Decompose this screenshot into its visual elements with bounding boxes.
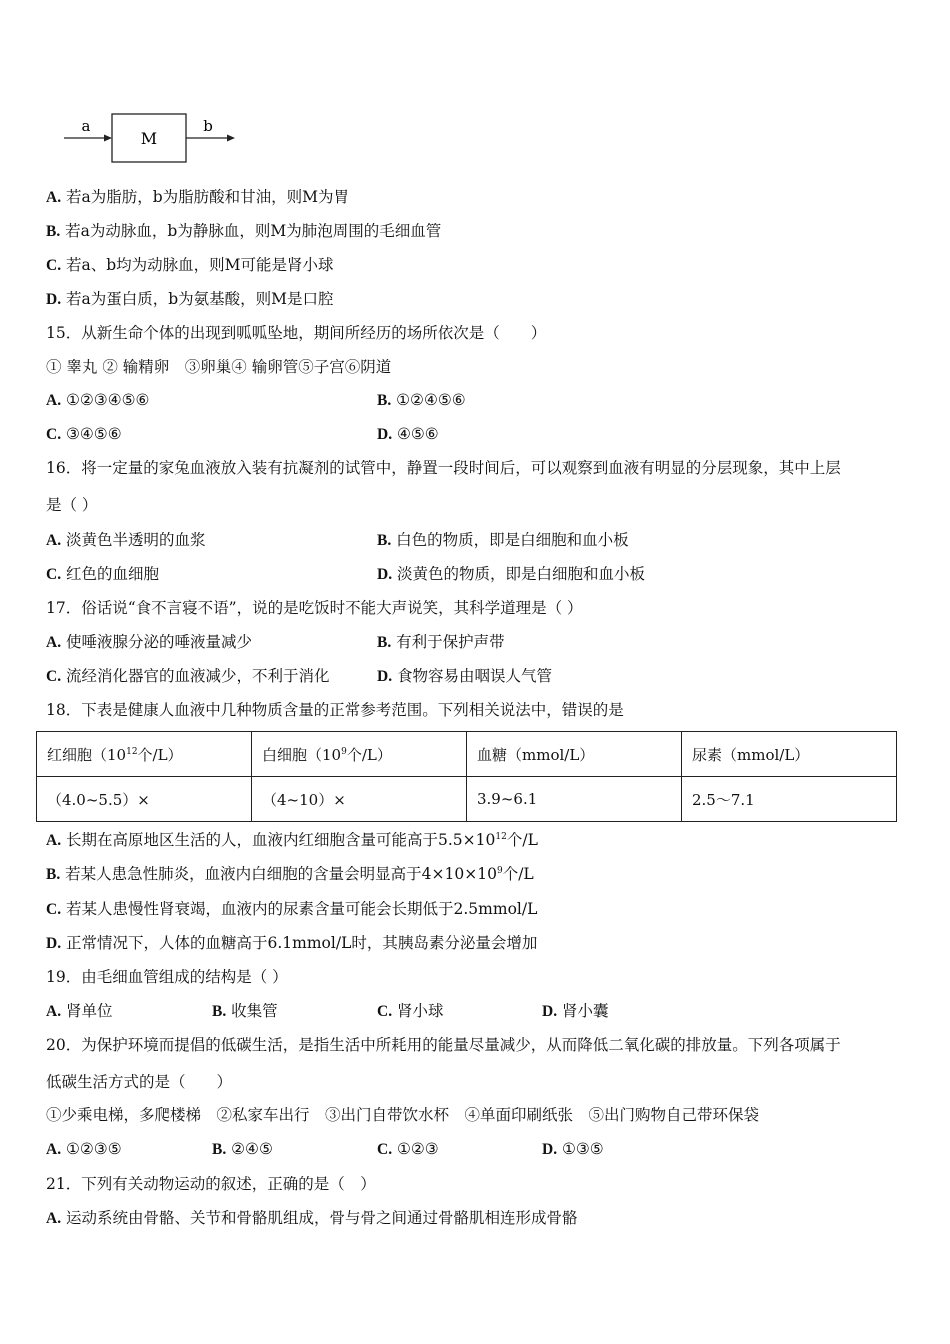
q15-option-d[interactable]: D. ④⑤⑥ <box>377 425 439 443</box>
m-box-label: M <box>140 129 158 148</box>
q15-option-a[interactable]: A. ①②③④⑤⑥ <box>46 391 150 409</box>
table-header-cell: 血糖（mmol/L） <box>467 732 682 777</box>
table-header-row <box>37 732 897 777</box>
table-header-cell: 尿素（mmol/L） <box>682 732 897 777</box>
q19-stem: 19．由毛细血管组成的结构是（ ） <box>46 968 288 986</box>
q17-option-d[interactable]: D. 食物容易由咽误人气管 <box>377 667 553 685</box>
q16-option-d[interactable]: D. 淡黄色的物质，即是白细胞和血小板 <box>377 565 646 583</box>
q18-option-d[interactable]: D. 正常情况下，人体的血糖高于6.1mmol/L时，其胰岛素分泌量会增加 <box>46 934 538 952</box>
q20-stem-line1: 20．为保护环境而提倡的低碳生活，是指生活中所耗用的能量尽量减少，从而降低二氧化碳的排放量。下列各项属于 <box>46 1036 841 1054</box>
q16-stem-line2: 是（ ） <box>46 496 98 514</box>
q15-items: ① 睾丸 ② 输精卵 ③卵巢④ 输卵管⑤子宫⑥阴道 <box>46 358 392 376</box>
q20-items: ①少乘电梯，多爬楼梯 ②私家车出行 ③出门自带饮水杯 ④单面印刷纸张 ⑤出门购物自己带环保袋 <box>46 1106 760 1124</box>
q16-option-a[interactable]: A. 淡黄色半透明的血浆 <box>46 531 206 549</box>
q18-option-a[interactable]: A. 长期在高原地区生活的人，血液内红细胞含量可能高于$5.5\times 10^{12}$个/L <box>46 831 538 849</box>
table-header-cell: 红细胞（$10^{12}$个/L） <box>37 732 252 777</box>
q20-option-a[interactable]: A. ①②③⑤ <box>46 1140 122 1158</box>
q15-option-c[interactable]: C. ③④⑤⑥ <box>46 425 122 443</box>
output-label: b <box>203 117 213 135</box>
blood-reference-table <box>36 731 897 822</box>
q14-option-c[interactable]: C. 若a、b均为动脉血，则M可能是肾小球 <box>46 256 334 274</box>
table-cell: 2.5～7.1 <box>682 777 897 822</box>
q20-option-c[interactable]: C. ①②③ <box>377 1140 439 1158</box>
table-header-cell: 白细胞（$10^9$个/L） <box>252 732 467 777</box>
q17-option-c[interactable]: C. 流经消化器官的血液减少，不利于消化 <box>46 667 330 685</box>
q20-stem-line2: 低碳生活方式的是（ ） <box>46 1073 233 1091</box>
q17-option-b[interactable]: B. 有利于保护声带 <box>377 633 505 651</box>
q21-stem: 21．下列有关动物运动的叙述，正确的是（ ） <box>46 1175 376 1193</box>
q19-option-b[interactable]: B. 收集管 <box>212 1002 278 1020</box>
q19-option-d[interactable]: D. 肾小囊 <box>542 1002 609 1020</box>
q19-option-c[interactable]: C. 肾小球 <box>377 1002 444 1020</box>
table-cell: （4~10）× <box>252 777 467 822</box>
input-arrowhead <box>104 135 112 142</box>
q16-stem-line1: 16．将一定量的家兔血液放入装有抗凝剂的试管中，静置一段时间后，可以观察到血液有明显的分层现象，其中上层 <box>46 459 841 477</box>
q20-option-b[interactable]: B. ②④⑤ <box>212 1140 273 1158</box>
q16-option-b[interactable]: B. 白色的物质，即是白细胞和血小板 <box>377 531 629 549</box>
q18-option-b[interactable]: B. 若某人患急性肺炎，血液内白细胞的含量会明显高于$4\times 10\times 10^9$个/L <box>46 865 534 883</box>
q20-option-d[interactable]: D. ①③⑤ <box>542 1140 604 1158</box>
output-arrowhead <box>227 135 235 142</box>
q15-option-b[interactable]: B. ①②④⑤⑥ <box>377 391 466 409</box>
table-row <box>37 777 897 822</box>
table-cell: 3.9~6.1 <box>467 777 682 822</box>
q18-stem: 18．下表是健康人血液中几种物质含量的正常参考范围。下列相关说法中，错误的是 <box>46 701 624 719</box>
q17-stem: 17．俗话说“食不言寝不语”，说的是吃饭时不能大声说笑，其科学道理是（ ） <box>46 599 583 617</box>
q18-option-c[interactable]: C. 若某人患慢性肾衰竭，血液内的尿素含量可能会长期低于2.5mmol/L <box>46 900 538 918</box>
q14-option-d[interactable]: D. 若a为蛋白质，b为氨基酸，则M是口腔 <box>46 290 334 308</box>
q19-option-a[interactable]: A. 肾单位 <box>46 1002 113 1020</box>
input-output-diagram <box>60 108 250 168</box>
table-cell: （4.0~5.5）× <box>37 777 252 822</box>
q17-option-a[interactable]: A. 使唾液腺分泌的唾液量减少 <box>46 633 253 651</box>
q14-option-a[interactable]: A. 若a为脂肪，b为脂肪酸和甘油，则M为胃 <box>46 188 350 206</box>
q21-option-a[interactable]: A. 运动系统由骨骼、关节和骨骼肌组成，骨与骨之间通过骨骼肌相连形成骨骼 <box>46 1209 578 1227</box>
input-label: a <box>81 117 91 135</box>
q15-stem: 15．从新生命个体的出现到呱呱坠地，期间所经历的场所依次是（ ） <box>46 324 547 342</box>
q14-option-b[interactable]: B. 若a为动脉血，b为静脉血，则M为肺泡周围的毛细血管 <box>46 222 442 240</box>
q16-option-c[interactable]: C. 红色的血细胞 <box>46 565 160 583</box>
